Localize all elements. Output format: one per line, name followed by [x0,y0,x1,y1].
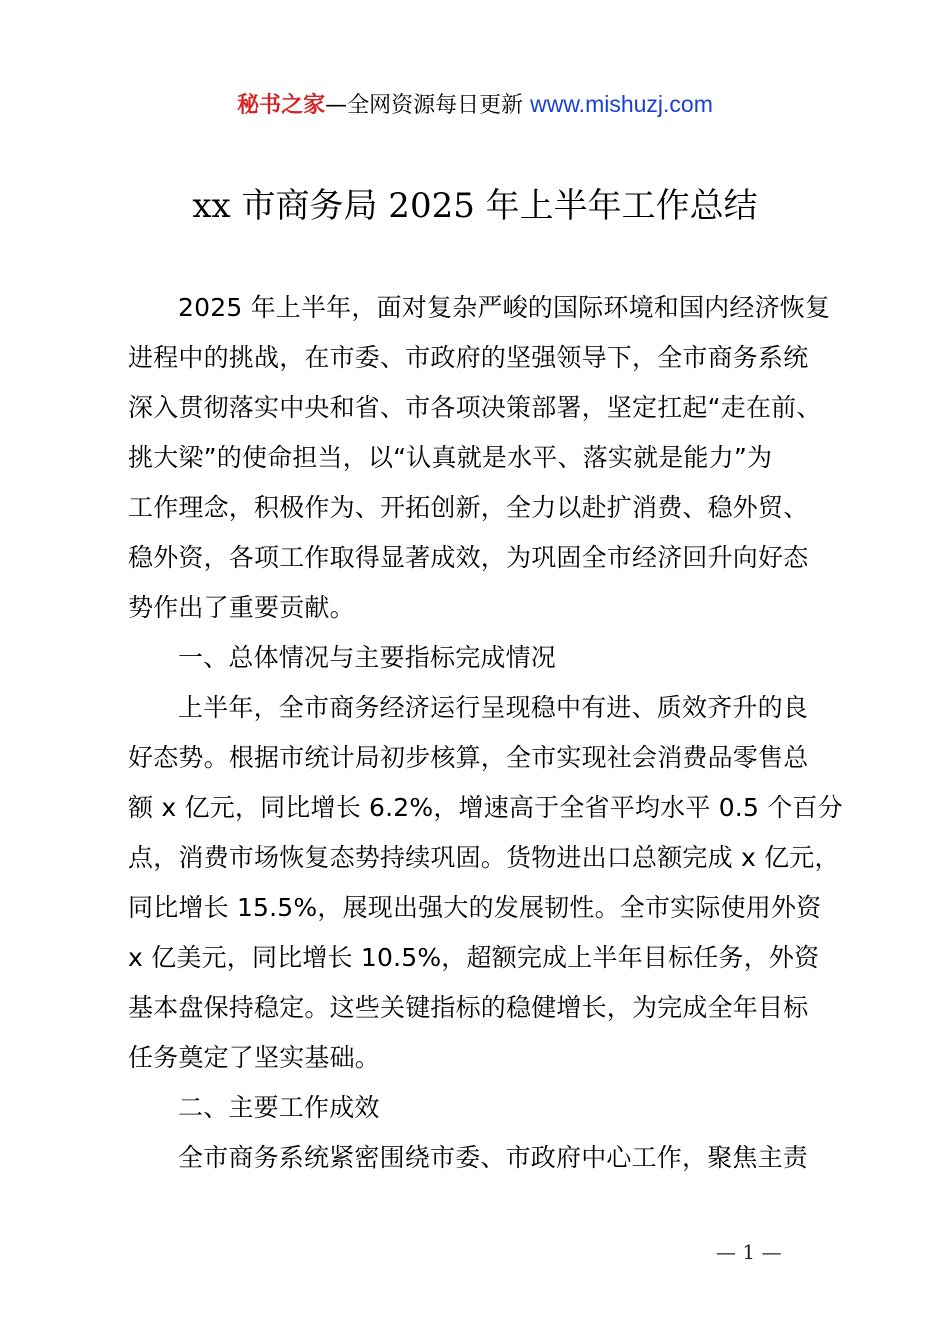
text-line: 进程中的挑战，在市委、市政府的坚强领导下，全市商务系统 [128,343,809,372]
text-line: 工作理念，积极作为、开拓创新，全力以赴扩消费、稳外贸、 [128,493,809,522]
text-line: 基本盘保持稳定。这些关键指标的稳健增长，为完成全年目标 [128,993,809,1022]
text-line: 额 x 亿元，同比增长 6.2%，增速高于全省平均水平 0.5 个百分 [128,793,843,822]
section-heading: 二、主要工作成效 [178,1093,380,1122]
text-line: 同比增长 15.5%，展现出强大的发展韧性。全市实际使用外资 [128,893,822,922]
text-line: 深入贯彻落实中央和省、市各项决策部署，坚定扛起“走在前、 [128,393,822,422]
text-line: 势作出了重要贡献。 [128,593,355,622]
text-line: 点，消费市场恢复态势持续巩固。货物进出口总额完成 x 亿元， [128,843,840,872]
header-slogan: —全网资源每日更新 [325,93,531,118]
text-line: 任务奠定了坚实基础。 [128,1043,381,1072]
page-number: — 1 — [716,1240,782,1264]
section-heading: 一、总体情况与主要指标完成情况 [178,643,557,672]
text-line: 稳外资，各项工作取得显著成效，为巩固全市经济回升向好态 [128,543,809,572]
text-line: 2025 年上半年，面对复杂严峻的国际环境和国内经济恢复 [178,293,831,322]
website-link[interactable]: www.mishuzj.com [530,91,713,117]
document-title: xx 市商务局 2025 年上半年工作总结 [192,186,758,226]
site-header [0,86,950,124]
text-line: x 亿美元，同比增长 10.5%，超额完成上半年目标任务，外资 [128,943,820,972]
document-body [128,283,848,1183]
brand-name: 秘书之家 [237,93,326,118]
text-line: 好态势。根据市统计局初步核算，全市实现社会消费品零售总 [128,743,809,772]
text-line: 上半年，全市商务经济运行呈现稳中有进、质效齐升的良 [178,693,809,722]
text-line: 全市商务系统紧密围绕市委、市政府中心工作，聚焦主责 [178,1143,809,1172]
text-line: 挑大梁”的使命担当，以“认真就是水平、落实就是能力”为 [128,443,773,472]
